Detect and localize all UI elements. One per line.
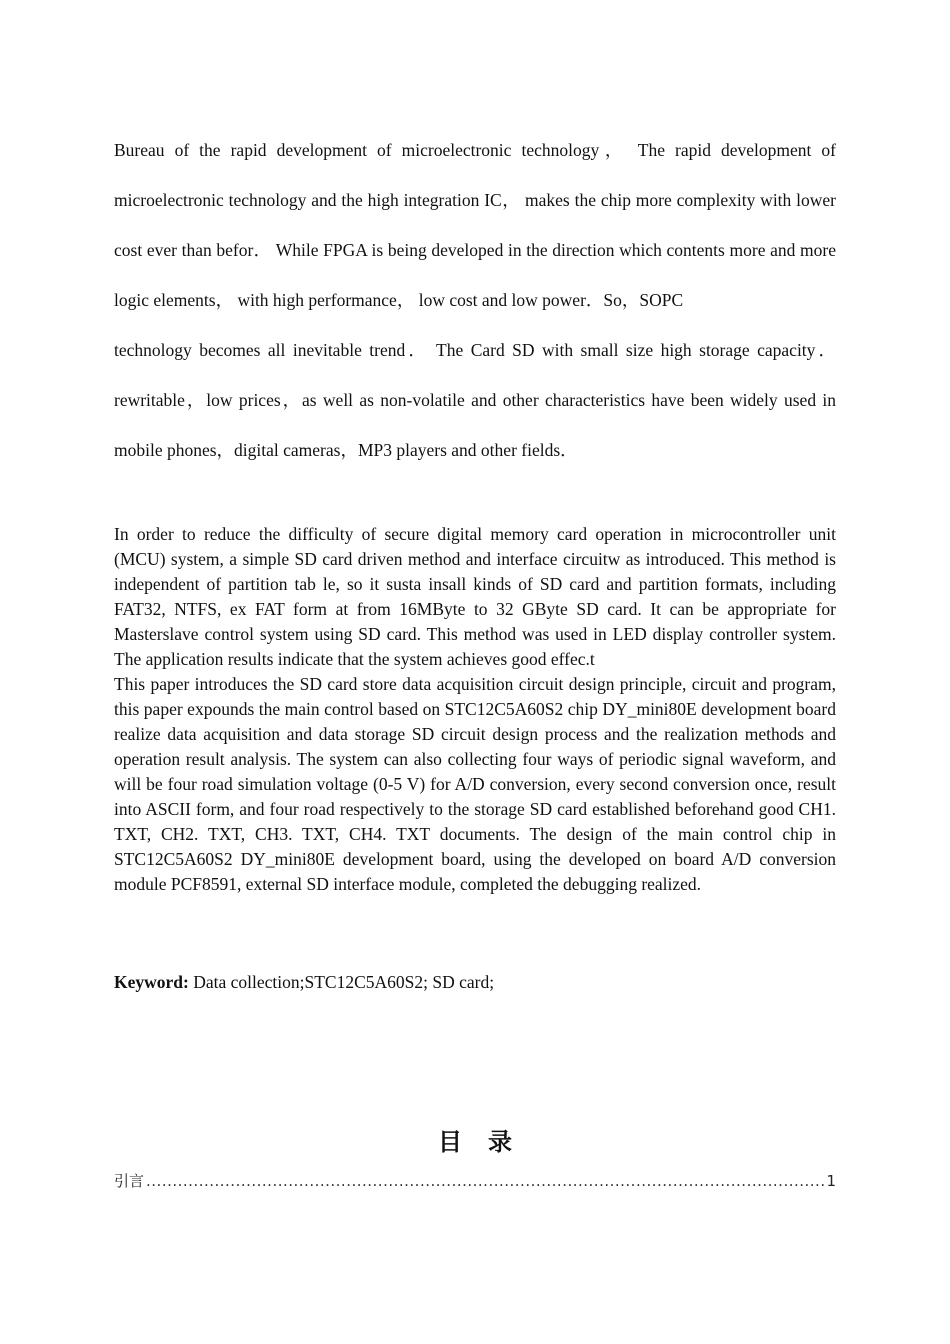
abstract-paragraph-2: technology becomes all inevitable trend． The Card SD with small size high storage capacity．rewritable，low prices，as well as non-volatile and other characteristics have been widely used in mobile phones，digital cameras，MP3 players and other fields． — [114, 340, 836, 460]
abstract-english-spaced — [114, 125, 836, 475]
toc-dot-leader — [146, 1172, 824, 1190]
toc-title: 目录 — [438, 1128, 538, 1156]
keywords-value: Data collection;STC12C5A60S2; SD card; — [188, 972, 495, 992]
toc-entry-label: 引言 — [114, 1172, 145, 1190]
abstract-paragraph-1: Bureau of the rapid development of microelectronic technology， The rapid development of microelectronic technology and the high integration IC， makes the chip more complexity with lower cost ever than befor． While FPGA is being developed in the direction which contents more and more logic elements， with high performance， low cost and low power．So，SOPC — [114, 140, 836, 310]
abstract-english-body — [114, 522, 836, 897]
toc-entry[interactable] — [114, 1170, 836, 1192]
keywords-label: Keyword: — [114, 972, 189, 992]
abstract-paragraph-3: In order to reduce the difficulty of secure digital memory card operation in microcontroller unit (MCU) system, a simple SD card driven method and interface circuitw as introduced. This method is independent of partition tab le, so it susta insall kinds of SD card and partition formats, including FAT32, NTFS, ex FAT form at from 16MByte to 32 GByte SD card. It can be appropriate for Masterslave control system using SD card. This method was used in LED display controller system. The application results indicate that the system achieves good effec.t — [114, 524, 836, 669]
keywords-line — [114, 970, 836, 995]
toc-entry-page: 1 — [826, 1172, 836, 1190]
abstract-paragraph-4: This paper introduces the SD card store data acquisition circuit design principle, circuit and program, this paper expounds the main control based on STC12C5A60S2 chip DY_mini80E development board realize data acquisition and data storage SD circuit design process and the realization methods and operation result analysis. The system can also collecting four ways of periodic signal waveform, and will be four road simulation voltage (0-5 V) for A/D conversion, every second conversion once, result into ASCII form, and four road respectively to the storage SD card established beforehand good CH1. TXT, CH2. TXT, CH3. TXT, CH4. TXT documents. The design of the main control chip in STC12C5A60S2 DY_mini80E development board, using the developed on board A/D conversion module PCF8591, external SD interface module, completed the debugging realized. — [114, 674, 836, 894]
